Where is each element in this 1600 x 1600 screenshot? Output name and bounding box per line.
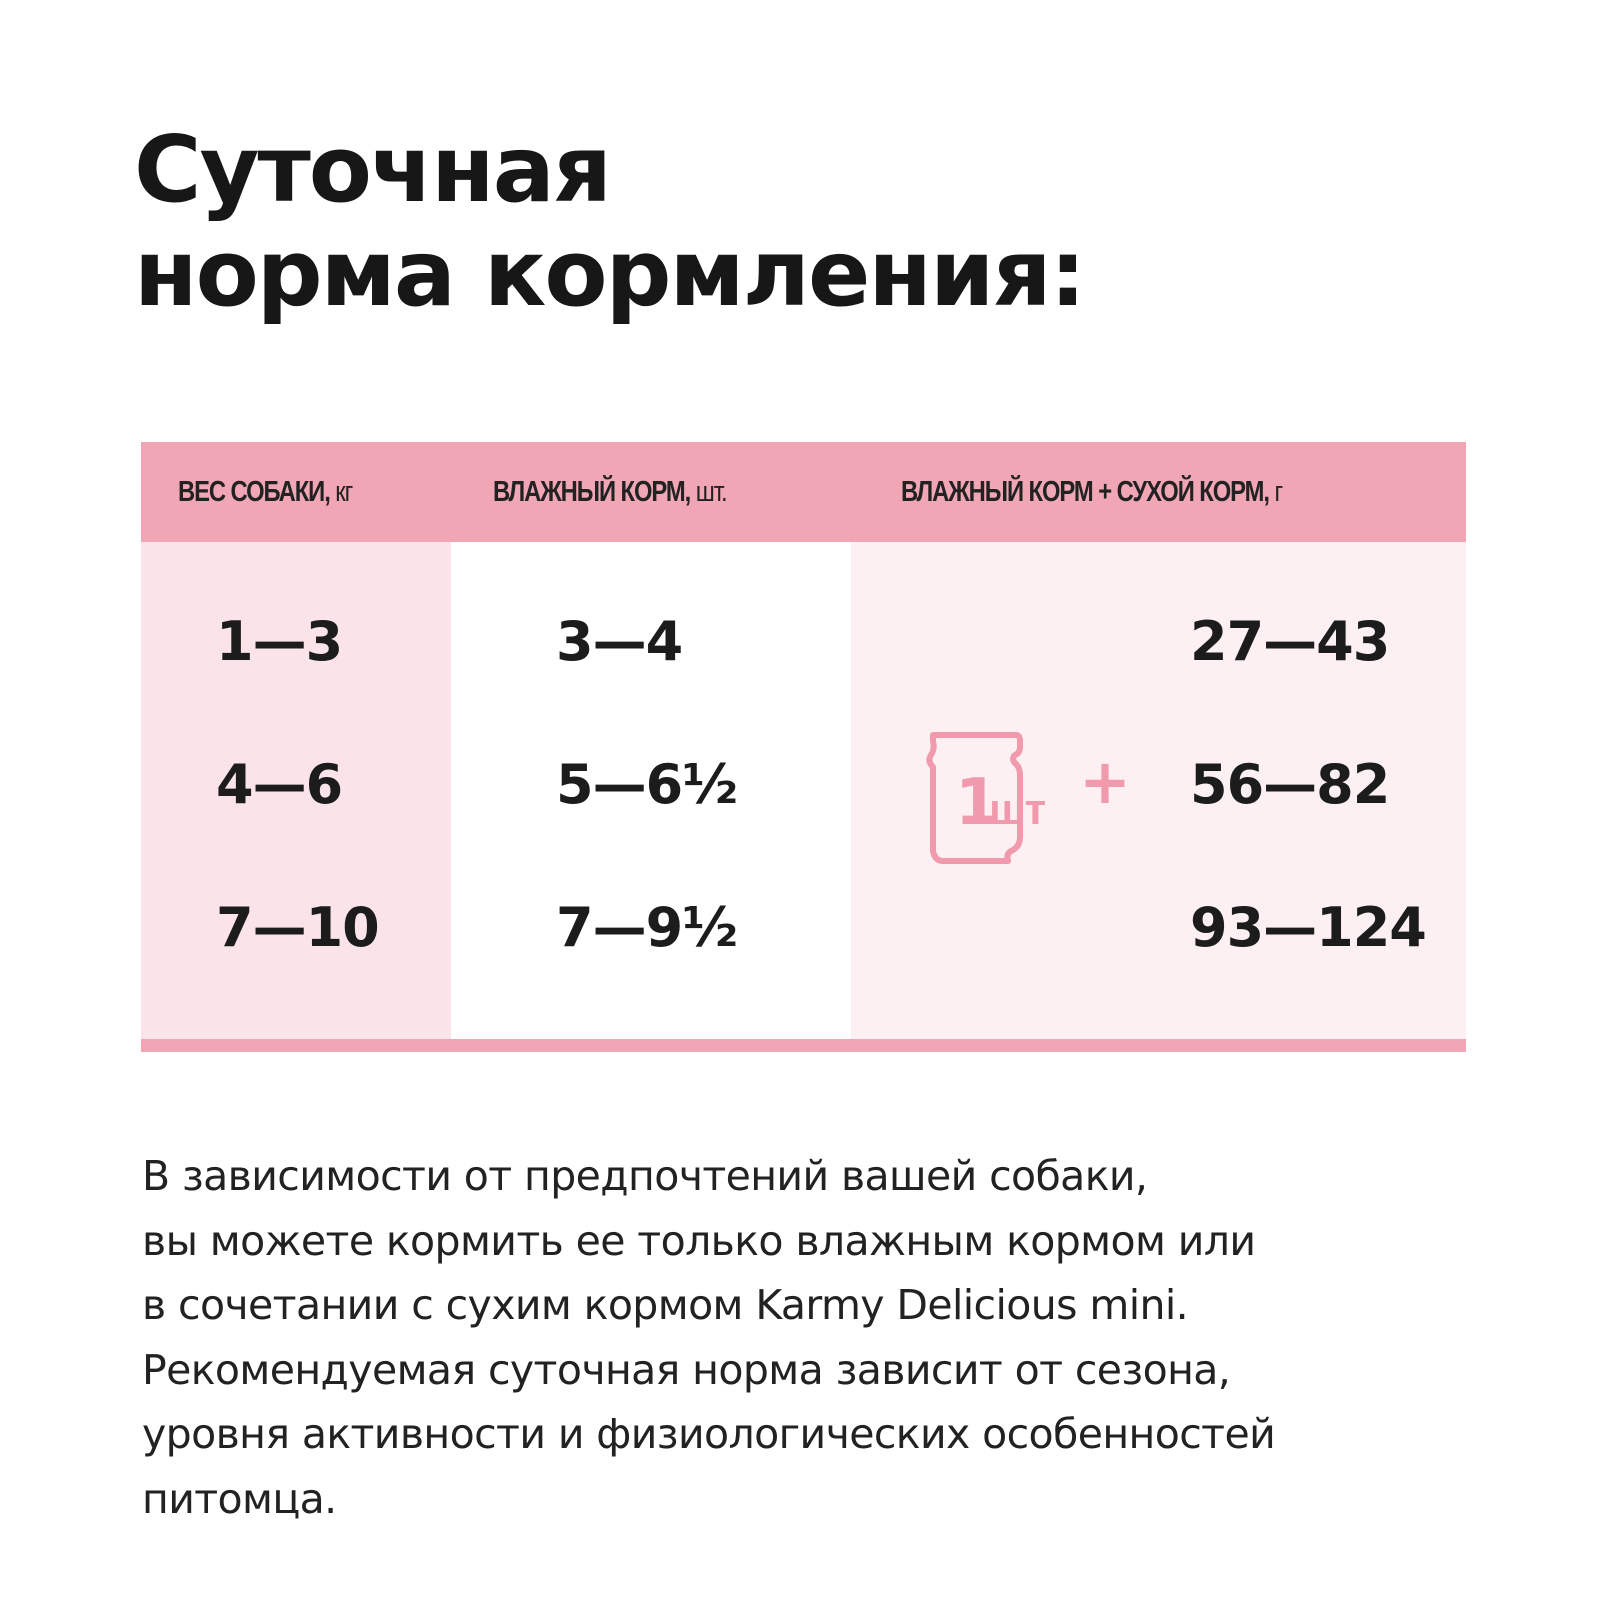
table-bottom-bar [141,1039,1466,1052]
cell-combo-row-3: 93—124 [1190,896,1426,959]
header-wet-food-unit: шт. [695,476,727,508]
description-line-4: Рекомендуемая суточная норма зависит от сезона, [142,1345,1231,1394]
page-title [134,118,1084,326]
pouch-number: 1 [955,766,998,840]
header-wet-food [493,442,727,542]
cell-weight-row-1: 1—3 [216,610,343,673]
cell-wet-row-3: 7—9½ [556,896,738,959]
page-title-line-2: норма кормления: [134,220,1085,327]
page-title-line-1: Суточная [134,116,610,223]
cell-weight-row-2: 4—6 [216,753,343,816]
header-wet-food-label: ВЛАЖНЫЙ КОРМ, [493,476,691,508]
header-weight [178,442,352,542]
cell-wet-row-2: 5—6½ [556,753,738,816]
header-weight-label: ВЕС СОБАКИ, [178,476,330,508]
header-combo-food [901,442,1282,542]
description-line-6: питомца. [142,1474,337,1523]
description-line-1: В зависимости от предпочтений вашей собаки, [142,1152,1148,1200]
feeding-table [141,442,1466,1052]
cell-wet-row-1: 3—4 [556,610,683,673]
description-line-3: в сочетании с сухим кормом Karmy Delicious mini. [142,1281,1189,1329]
cell-combo-row-2: 56—82 [1190,753,1390,816]
pouch-icon [921,727,1071,867]
description-line-5: уровня активности и физиологических особенностей [142,1410,1276,1458]
plus-sign: + [1079,745,1131,818]
description [142,1144,1275,1531]
cell-combo-row-1: 27—43 [1190,610,1390,673]
header-combo-food-label: ВЛАЖНЫЙ КОРМ + СУХОЙ КОРМ, [901,476,1269,508]
header-combo-food-unit: г [1274,476,1283,508]
pouch-unit: шт [989,785,1046,834]
header-weight-unit: кг [335,476,353,508]
cell-weight-row-3: 7—10 [216,896,379,959]
table-header [141,442,1466,542]
description-line-2: вы можете кормить ее только влажным кормом или [142,1216,1256,1265]
